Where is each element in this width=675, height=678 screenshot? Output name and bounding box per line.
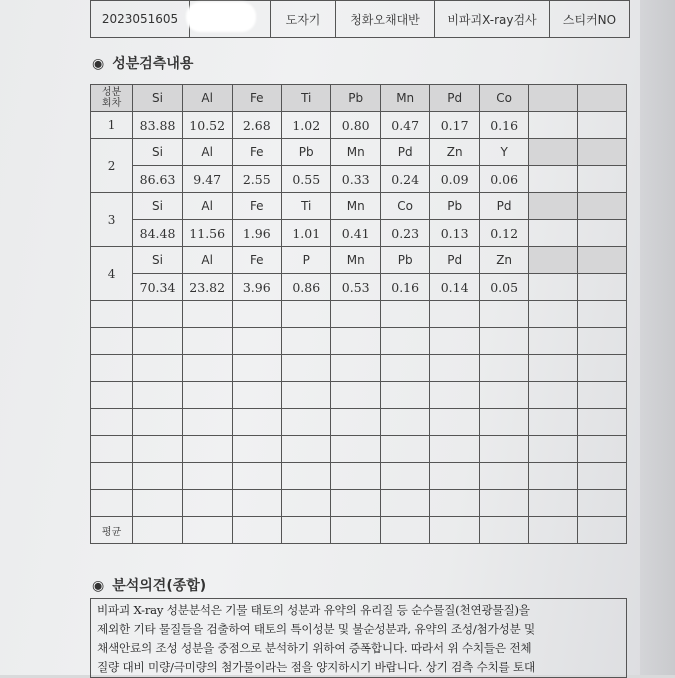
value-cell: 0.13 [430, 220, 479, 247]
analysis-opinion-box [90, 598, 627, 678]
empty-cell [133, 436, 183, 463]
element-cell [529, 139, 578, 166]
empty-cell [91, 355, 133, 382]
empty-cell [479, 301, 528, 328]
empty-row [91, 328, 627, 355]
empty-cell [479, 382, 528, 409]
header-label-line: 성분 [101, 87, 122, 98]
value-cell [578, 166, 627, 193]
sample-name: 청화오채대반 [336, 1, 435, 38]
value-cell: 0.53 [331, 274, 380, 301]
element-cell: Pb [380, 247, 429, 274]
empty-cell [331, 301, 380, 328]
header-label-cell [91, 85, 133, 112]
table-row [91, 247, 627, 274]
header-element-cell [529, 85, 578, 112]
empty-cell [529, 490, 578, 517]
opinion-line: 질량 대비 미량/극미량의 첨가물이라는 점을 양지하시기 바랍니다. 상기 검측 수치를 토대 [97, 660, 536, 674]
value-cell [578, 274, 627, 301]
value-cell: 0.86 [282, 274, 331, 301]
table-row [91, 112, 627, 139]
empty-cell [380, 301, 429, 328]
element-cell: Fe [232, 193, 281, 220]
empty-cell [479, 355, 528, 382]
average-cell [430, 517, 479, 544]
element-cell: Pd [479, 193, 528, 220]
empty-cell [91, 301, 133, 328]
element-cell: Mn [331, 247, 380, 274]
header-element-cell: Pd [430, 85, 479, 112]
empty-cell [331, 409, 380, 436]
empty-cell [232, 301, 281, 328]
table-row [91, 274, 627, 301]
target-bullet-icon: ◉ [92, 578, 105, 594]
section-title-opinion [92, 575, 206, 595]
empty-cell [380, 409, 429, 436]
empty-cell [578, 490, 627, 517]
average-cell [133, 517, 183, 544]
value-cell: 84.48 [133, 220, 183, 247]
empty-cell [182, 355, 232, 382]
element-cell [578, 247, 627, 274]
empty-cell [182, 301, 232, 328]
empty-cell [430, 490, 479, 517]
empty-cell [282, 301, 331, 328]
value-cell [529, 220, 578, 247]
empty-row [91, 382, 627, 409]
sample-type: 도자기 [271, 1, 336, 38]
empty-cell [479, 409, 528, 436]
empty-cell [182, 463, 232, 490]
element-cell: Zn [430, 139, 479, 166]
value-cell: 11.56 [182, 220, 232, 247]
empty-cell [479, 328, 528, 355]
average-cell [529, 517, 578, 544]
value-cell: 0.47 [380, 112, 429, 139]
empty-row [91, 436, 627, 463]
empty-cell [182, 409, 232, 436]
empty-cell [380, 490, 429, 517]
value-cell: 0.23 [380, 220, 429, 247]
empty-cell [91, 409, 133, 436]
empty-cell [529, 355, 578, 382]
header-element-cell: Ti [282, 85, 331, 112]
empty-cell [380, 328, 429, 355]
empty-cell [282, 409, 331, 436]
header-element-cell: Pb [331, 85, 380, 112]
empty-cell [182, 490, 232, 517]
empty-cell [380, 382, 429, 409]
empty-cell [479, 490, 528, 517]
round-number-cell: 1 [91, 112, 133, 139]
empty-cell [430, 328, 479, 355]
element-cell [529, 193, 578, 220]
element-cell: Fe [232, 139, 281, 166]
value-cell: 0.16 [479, 112, 528, 139]
empty-cell [232, 328, 281, 355]
element-cell: Si [133, 193, 183, 220]
empty-cell [578, 463, 627, 490]
empty-cell [380, 355, 429, 382]
element-cell: Al [182, 139, 232, 166]
header-element-cell: Al [182, 85, 232, 112]
element-cell: Mn [331, 193, 380, 220]
average-cell [331, 517, 380, 544]
value-cell: 2.68 [232, 112, 281, 139]
empty-cell [91, 463, 133, 490]
table-row [91, 193, 627, 220]
value-cell [529, 112, 578, 139]
empty-cell [430, 409, 479, 436]
average-cell [182, 517, 232, 544]
empty-cell [133, 463, 183, 490]
value-cell: 0.24 [380, 166, 429, 193]
empty-cell [529, 328, 578, 355]
value-cell: 0.16 [380, 274, 429, 301]
section-title-text: 성분검측내용 [112, 56, 194, 72]
empty-cell [232, 382, 281, 409]
round-number-cell: 3 [91, 193, 133, 247]
empty-cell [430, 463, 479, 490]
round-number-cell: 2 [91, 139, 133, 193]
empty-cell [430, 382, 479, 409]
empty-cell [133, 301, 183, 328]
value-cell: 3.96 [232, 274, 281, 301]
empty-cell [479, 436, 528, 463]
empty-cell [282, 328, 331, 355]
empty-cell [282, 436, 331, 463]
empty-cell [430, 301, 479, 328]
empty-cell [91, 436, 133, 463]
value-cell: 10.52 [182, 112, 232, 139]
empty-cell [232, 463, 281, 490]
empty-cell [182, 436, 232, 463]
empty-cell [282, 463, 331, 490]
value-cell: 9.47 [182, 166, 232, 193]
average-row [91, 517, 627, 544]
empty-cell [232, 355, 281, 382]
table-row [91, 139, 627, 166]
empty-cell [479, 463, 528, 490]
average-cell [282, 517, 331, 544]
empty-cell [380, 436, 429, 463]
element-cell: Si [133, 139, 183, 166]
header-element-cell: Co [479, 85, 528, 112]
empty-cell [529, 382, 578, 409]
empty-row [91, 301, 627, 328]
table-header-row [91, 85, 627, 112]
empty-cell [133, 355, 183, 382]
empty-cell [578, 355, 627, 382]
empty-row [91, 355, 627, 382]
composition-table [90, 84, 627, 544]
value-cell [529, 166, 578, 193]
value-cell: 1.02 [282, 112, 331, 139]
empty-cell [578, 382, 627, 409]
empty-cell [529, 409, 578, 436]
empty-row [91, 409, 627, 436]
sample-info-table [90, 0, 630, 38]
table-row [91, 220, 627, 247]
average-cell [578, 517, 627, 544]
header-element-cell [578, 85, 627, 112]
element-cell: Ti [282, 193, 331, 220]
empty-cell [282, 382, 331, 409]
section-title-composition [92, 53, 193, 73]
empty-cell [282, 490, 331, 517]
value-cell: 0.55 [282, 166, 331, 193]
target-bullet-icon: ◉ [92, 56, 105, 72]
test-method: 비파괴X-ray검사 [435, 1, 550, 38]
value-cell: 83.88 [133, 112, 183, 139]
sample-id: 2023051605 [91, 1, 190, 38]
empty-cell [232, 490, 281, 517]
empty-cell [529, 436, 578, 463]
empty-cell [430, 355, 479, 382]
empty-cell [133, 328, 183, 355]
value-cell [578, 220, 627, 247]
empty-row [91, 490, 627, 517]
element-cell [578, 193, 627, 220]
element-cell [529, 247, 578, 274]
value-cell [578, 112, 627, 139]
value-cell: 86.63 [133, 166, 183, 193]
empty-cell [331, 355, 380, 382]
value-cell: 0.05 [479, 274, 528, 301]
value-cell: 0.80 [331, 112, 380, 139]
empty-cell [430, 436, 479, 463]
value-cell: 1.96 [232, 220, 281, 247]
value-cell: 0.06 [479, 166, 528, 193]
table-row [91, 166, 627, 193]
sticker-no: 스티커NO [550, 1, 630, 38]
value-cell [529, 274, 578, 301]
value-cell: 1.01 [282, 220, 331, 247]
redaction-mark [186, 2, 256, 32]
empty-cell [232, 409, 281, 436]
value-cell: 70.34 [133, 274, 183, 301]
average-label-cell: 평균 [91, 517, 133, 544]
empty-cell [331, 463, 380, 490]
empty-cell [529, 463, 578, 490]
element-cell: Co [380, 193, 429, 220]
header-element-cell: Mn [380, 85, 429, 112]
empty-cell [331, 382, 380, 409]
element-cell: Al [182, 193, 232, 220]
opinion-line: 채색안료의 조성 성분을 중점으로 분석하기 위하여 증폭합니다. 따라서 위 수치들은 전체 [97, 641, 532, 655]
element-cell: Pd [430, 247, 479, 274]
value-cell: 0.33 [331, 166, 380, 193]
empty-cell [578, 409, 627, 436]
value-cell: 0.09 [430, 166, 479, 193]
opinion-line: 제외한 기타 물질들을 검출하여 태토의 특이성분 및 불순성분과, 유약의 조성/첨가성분 및 [97, 622, 536, 636]
element-cell: P [282, 247, 331, 274]
header-element-cell: Fe [232, 85, 281, 112]
value-cell: 23.82 [182, 274, 232, 301]
average-cell [380, 517, 429, 544]
empty-cell [578, 436, 627, 463]
value-cell: 0.14 [430, 274, 479, 301]
average-cell [479, 517, 528, 544]
round-number-cell: 4 [91, 247, 133, 301]
element-cell: Si [133, 247, 183, 274]
header-element-cell: Si [133, 85, 183, 112]
empty-cell [91, 490, 133, 517]
empty-cell [282, 355, 331, 382]
opinion-line: 비파괴 X-ray 성분분석은 기물 태토의 성분과 유약의 유리질 등 순수물질(천연광물질)을 [97, 603, 530, 617]
empty-cell [331, 328, 380, 355]
empty-cell [331, 490, 380, 517]
element-cell: Zn [479, 247, 528, 274]
empty-cell [380, 463, 429, 490]
page-edge-shadow [640, 0, 675, 675]
empty-cell [133, 382, 183, 409]
empty-cell [91, 382, 133, 409]
empty-cell [133, 409, 183, 436]
value-cell: 2.55 [232, 166, 281, 193]
element-cell: Pb [430, 193, 479, 220]
element-cell: Mn [331, 139, 380, 166]
value-cell: 0.17 [430, 112, 479, 139]
element-cell: Y [479, 139, 528, 166]
element-cell [578, 139, 627, 166]
header-label-line: 회차 [101, 98, 122, 109]
empty-cell [331, 436, 380, 463]
empty-cell [182, 328, 232, 355]
element-cell: Pb [282, 139, 331, 166]
element-cell: Fe [232, 247, 281, 274]
empty-cell [232, 436, 281, 463]
average-cell [232, 517, 281, 544]
empty-cell [578, 328, 627, 355]
empty-cell [182, 382, 232, 409]
section-title-text: 분석의견(종합) [112, 578, 207, 594]
value-cell: 0.12 [479, 220, 528, 247]
empty-cell [529, 301, 578, 328]
element-cell: Pd [380, 139, 429, 166]
empty-cell [133, 490, 183, 517]
empty-cell [91, 328, 133, 355]
empty-row [91, 463, 627, 490]
value-cell: 0.41 [331, 220, 380, 247]
empty-cell [578, 301, 627, 328]
element-cell: Al [182, 247, 232, 274]
